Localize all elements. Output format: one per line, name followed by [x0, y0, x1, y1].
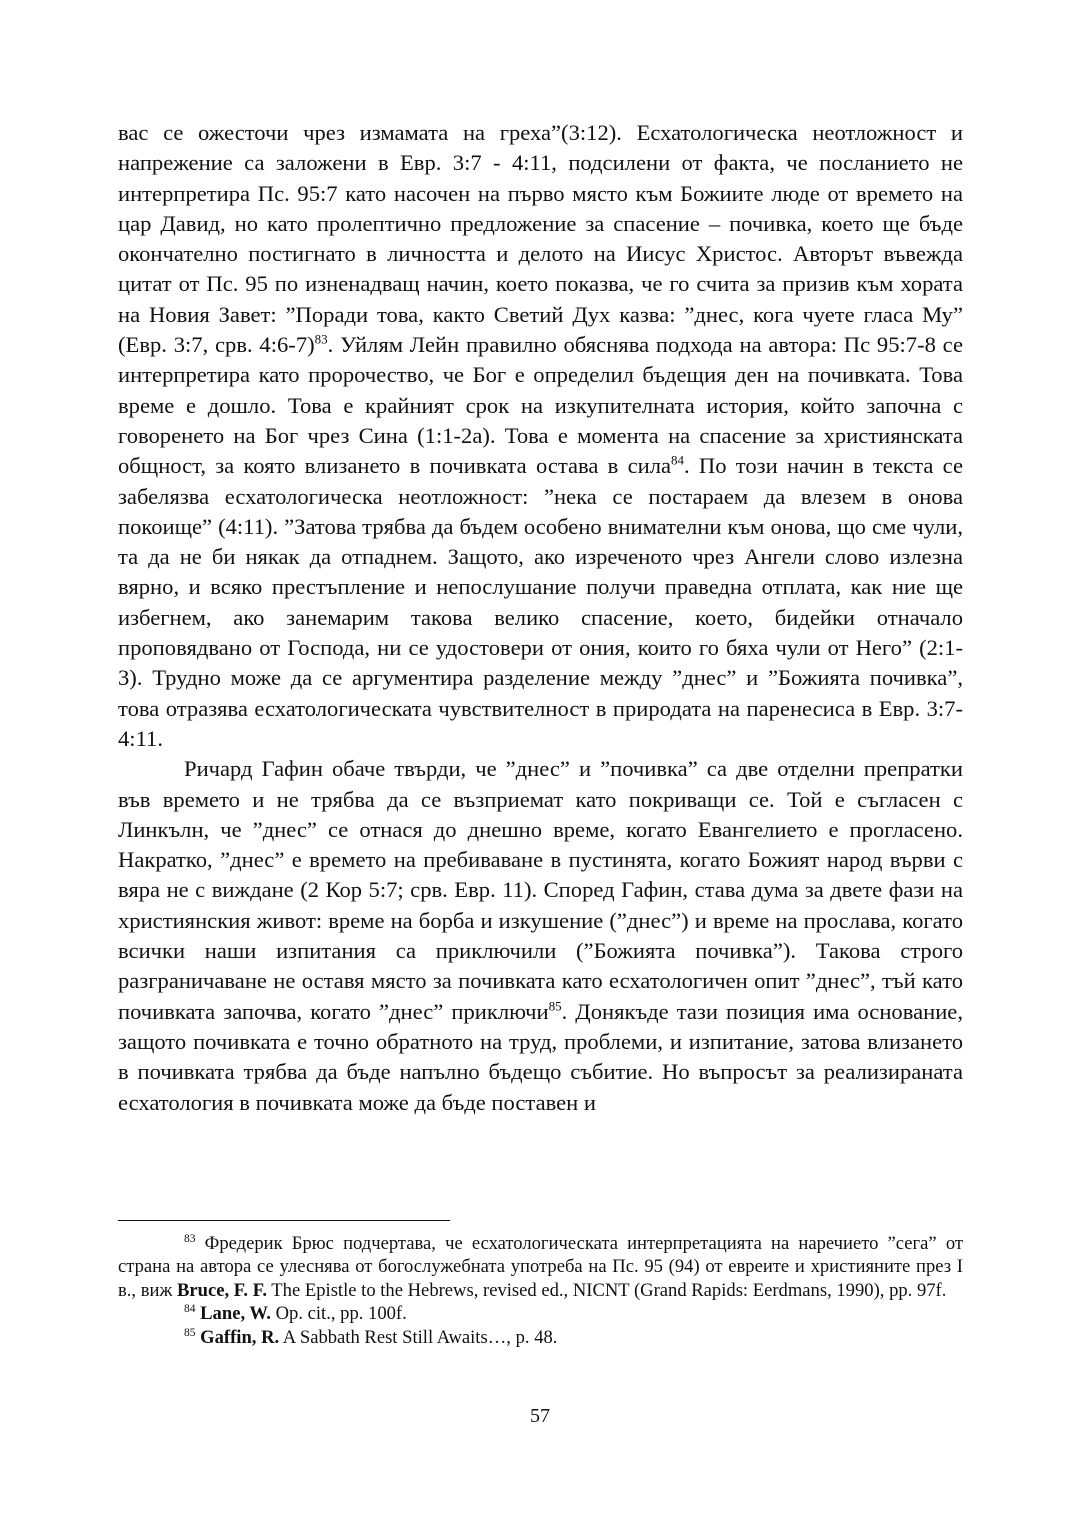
paragraph-2: [118, 754, 963, 1118]
paragraph-1-text-c: . По този начин в текста се забелязва есхатологическа неотложност: ”нека се постараем да влезем в онова покоище” (4:11). ”Затова трябва да бъдем особено внимателни към онова, що сме чули, та да не би някак да отпаднем. Защото, ако изреченото чрез Ангели слово излезна вярно, и всяко престъпление и непослушание получи праведна отплата, как ние ще избегнем, ако занемарим такова велико спасение, което, бидейки отначало проповядвано от Господа, ни се удостовери от ония, които го бяха чули от Него” (2:1-3). Трудно може да се аргументира разделение между ”днес” и ”Божията почивка”, това отразява есхатологическата чувствителност в природата на паренесиса в Евр. 3:7-4:11.: [118, 453, 963, 751]
page-number: 57: [530, 1405, 550, 1427]
footnote-84: [118, 1302, 963, 1325]
footnotes: [118, 1232, 963, 1349]
footnote-author: Gaffin, R.: [200, 1326, 280, 1348]
paragraph-1-text-b: . Уйлям Лейн правилно обяснява подхода на автора: Пс 95:7-8 се интерпретира като пророчество, че Бог е определил бъдещия ден на почивката. Това време е дошло. Това е крайният срок на изкупителната история, който започна с говоренето на Бог чрез Сина (1:1-2а). Това е момента на спасение за християнската общност, за която влизането в почивката остава в сила: [118, 332, 963, 479]
footnote-ref-84[interactable]: 84: [671, 452, 685, 468]
footnote-83: [118, 1232, 963, 1302]
footnote-text: Фредерик Брюс подчертава, че есхатологическата интерпретацията на наречието ”сега” от страна на автора се улеснява от богослужебната употреба на Пс. 95 (94) от евреите и християните през І в., виж: [118, 1233, 963, 1301]
footnote-author: Lane, W.: [200, 1303, 271, 1325]
footnote-number: 83: [184, 1232, 196, 1245]
footnote-separator: [118, 1220, 450, 1221]
footnote-number: 85: [184, 1326, 196, 1339]
footnote-citation: A Sabbath Rest Still Awaits…, p. 48.: [279, 1326, 558, 1348]
paragraph-1: [118, 118, 963, 754]
footnote-ref-83[interactable]: 83: [314, 331, 328, 347]
body-text: [118, 118, 963, 1118]
footnote-author: Bruce, F. F.: [176, 1279, 267, 1301]
paragraph-2-text-b: . Донякъде тази позиция има основание, защото почивката е точно обратното на труд, проблеми, и изпитание, затова влизането в почивката трябва да бъде напълно бъдещо събитие. Но въпросът за реализираната есхатология в почивката може да бъде поставен и: [118, 998, 963, 1115]
paragraph-1-text-a: вас се ожесточи чрез измамата на греха”(3:12). Есхатологическа неотложност и напрежение са заложени в Евр. 3:7 - 4:11, подсилени от факта, че посланието не интерпретира Пс. 95:7 като насочен на първо място към Божиите люде от времето на цар Давид, но като пролептично предложение за спасение – почивка, което ще бъде окончателно постигнато в личността и делото на Иисус Христос. Авторът въвежда цитат от Пс. 95 по изненадващ начин, което показва, че го счита за призив към хората на Новия Завет: ”Поради това, както Светий Дух казва: ”днес, кога чуете гласа Му” (Евр. 3:7, срв. 4:6-7): [118, 120, 963, 358]
footnote-citation: The Epistle to the Hebrews, revised ed., NICNT (Grand Rapids: Eerdmans, 1990), pp. 97f.: [267, 1279, 947, 1301]
footnote-number: 84: [184, 1303, 196, 1316]
paragraph-2-text-a: Ричард Гафин обаче твърди, че ”днес” и ”почивка” са две отделни препратки във времето и не трябва да се възприемат като покриващи се. Той е съгласен с Линкълн, че ”днес” се отнася до днешно време, когато Евангелието е прогласено. Накратко, ”днес” е времето на пребиваване в пустинята, когато Божият народ върви с вяра не с виждане (2 Кор 5:7; срв. Евр. 11). Според Гафин, става дума за двете фази на християнския живот: време на борба и изкушение (”днес”) и време на прослава, когато всички наши изпитания са приключили (”Божията почивка”). Такова строго разграничаване не оставя място за почивката като есхатологичен опит ”днес”, тъй като почивката започва, когато ”днес” приключи: [118, 756, 963, 1024]
footnote-ref-85[interactable]: 85: [548, 998, 562, 1014]
footnote-85: [118, 1326, 963, 1349]
footnote-citation: Op. cit., pp. 100f.: [270, 1303, 407, 1325]
